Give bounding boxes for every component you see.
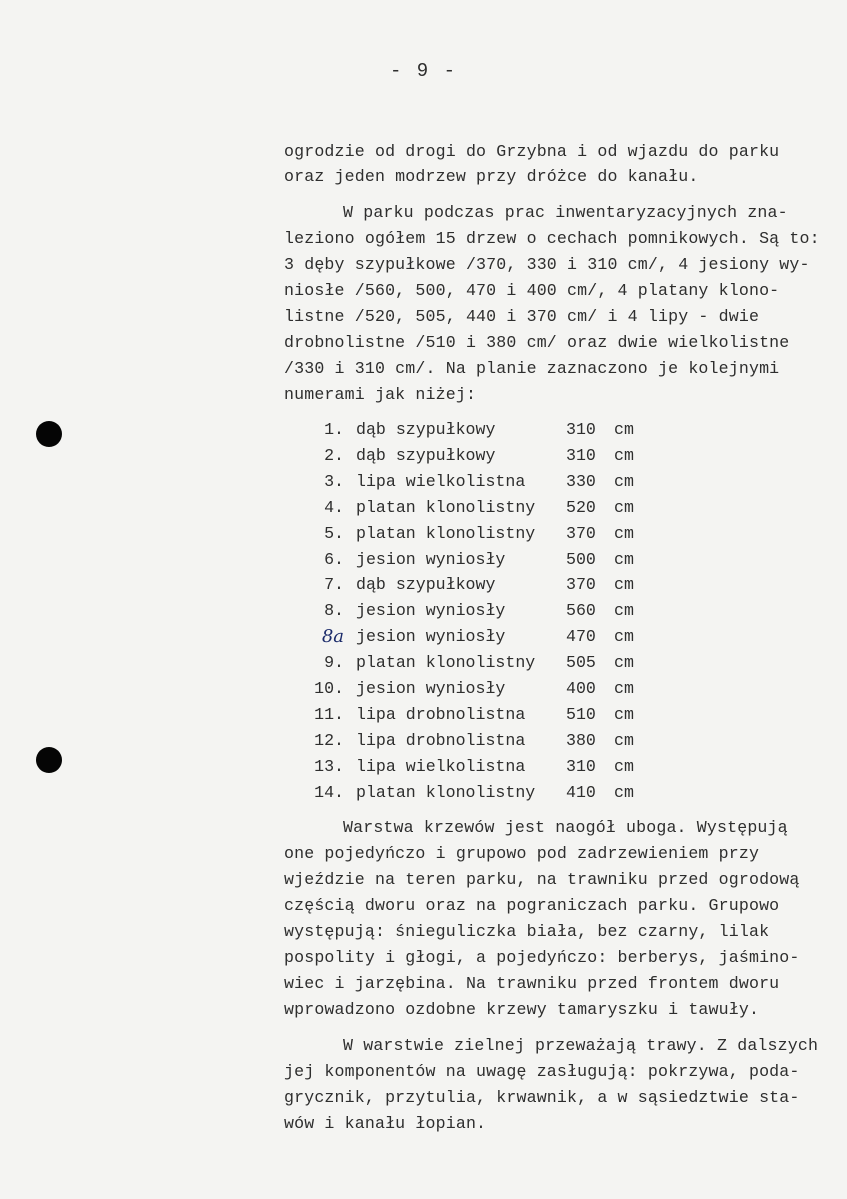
tree-unit: cm [614, 472, 634, 491]
tree-row [284, 731, 664, 751]
tree-unit: cm [614, 705, 634, 724]
tree-circumference: 500 [566, 550, 596, 569]
text-line: wiec i jarzębina. Na trawniku przed frontem dworu [284, 974, 780, 993]
tree-unit: cm [614, 420, 634, 439]
tree-circumference: 310 [566, 757, 596, 776]
tree-circumference: 410 [566, 783, 596, 802]
text-line: drobnolistne /510 i 380 cm/ oraz dwie wielkolistne [284, 333, 790, 352]
tree-row [284, 498, 664, 518]
tree-name: jesion wyniosły [356, 550, 506, 569]
text-line: leziono ogółem 15 drzew o cechach pomnikowych. Są to: [284, 229, 820, 248]
tree-circumference: 330 [566, 472, 596, 491]
text-line: niosłe /560, 500, 470 i 400 cm/, 4 platany klono- [284, 281, 780, 300]
tree-name: lipa wielkolistna [356, 757, 526, 776]
tree-circumference: 380 [566, 731, 596, 750]
tree-name: platan klonolistny [356, 524, 536, 543]
tree-number: 8a [321, 626, 344, 647]
tree-number: 5. [324, 524, 344, 543]
tree-unit: cm [614, 575, 634, 594]
tree-circumference: 310 [566, 446, 596, 465]
text-line: ogrodzie od drogi do Grzybna i od wjazdu do parku [284, 142, 780, 161]
tree-number: 3. [324, 472, 344, 491]
text-line: jej komponentów na uwagę zasługują: pokrzywa, poda- [284, 1062, 800, 1081]
tree-row [284, 705, 664, 725]
text-line: listne /520, 505, 440 i 370 cm/ i 4 lipy - dwie [284, 307, 760, 326]
text-line: W parku podczas prac inwentaryzacyjnych zna- [343, 203, 788, 222]
tree-circumference: 370 [566, 575, 596, 594]
tree-number: 8. [324, 601, 344, 620]
tree-number: 2. [324, 446, 344, 465]
text-line: W warstwie zielnej przeważają trawy. Z dalszych [343, 1036, 819, 1055]
tree-row [284, 446, 664, 466]
punch-hole-top [36, 421, 62, 447]
tree-row [284, 601, 664, 621]
text-line: /330 i 310 cm/. Na planie zaznaczono je kolejnymi [284, 359, 780, 378]
tree-number: 4. [324, 498, 344, 517]
text-line: Warstwa krzewów jest naogół uboga. Występują [343, 818, 788, 837]
tree-name: dąb szypułkowy [356, 446, 496, 465]
tree-number: 11. [314, 705, 344, 724]
tree-name: lipa drobnolistna [356, 705, 526, 724]
tree-circumference: 470 [566, 627, 596, 646]
text-line: 3 dęby szypułkowe /370, 330 i 310 cm/, 4 jesiony wy- [284, 255, 810, 274]
tree-name: platan klonolistny [356, 653, 536, 672]
tree-circumference: 400 [566, 679, 596, 698]
text-line: wów i kanału łopian. [284, 1114, 487, 1133]
tree-unit: cm [614, 731, 634, 750]
tree-name: platan klonolistny [356, 498, 536, 517]
tree-circumference: 510 [566, 705, 596, 724]
tree-row [284, 653, 664, 673]
tree-unit: cm [614, 550, 634, 569]
tree-number: 14. [314, 783, 344, 802]
tree-name: dąb szypułkowy [356, 420, 496, 439]
page-number: - 9 - [389, 60, 457, 82]
tree-unit: cm [614, 524, 634, 543]
text-line: częścią dworu oraz na pograniczach parku. Grupowo [284, 896, 780, 915]
tree-row [284, 550, 664, 570]
tree-number: 1. [324, 420, 344, 439]
tree-number: 10. [314, 679, 344, 698]
tree-unit: cm [614, 653, 634, 672]
tree-name: jesion wyniosły [356, 601, 506, 620]
tree-unit: cm [614, 627, 634, 646]
text-line: wjeździe na teren parku, na trawniku przed ogrodową [284, 870, 800, 889]
tree-number: 13. [314, 757, 344, 776]
tree-circumference: 505 [566, 653, 596, 672]
tree-name: dąb szypułkowy [356, 575, 496, 594]
tree-circumference: 310 [566, 420, 596, 439]
text-line: wprowadzono ozdobne krzewy tamaryszku i tawuły. [284, 1000, 760, 1019]
tree-row [284, 575, 664, 595]
tree-unit: cm [614, 446, 634, 465]
tree-name: jesion wyniosły [356, 627, 506, 646]
tree-unit: cm [614, 498, 634, 517]
text-line: one pojedyńczo i grupowo pod zadrzewieniem przy [284, 844, 760, 863]
text-line: występują: śnieguliczka biała, bez czarny, lilak [284, 922, 770, 941]
tree-circumference: 370 [566, 524, 596, 543]
text-line: oraz jeden modrzew przy dróżce do kanału. [284, 167, 699, 186]
tree-unit: cm [614, 783, 634, 802]
tree-name: platan klonolistny [356, 783, 536, 802]
tree-number: 6. [324, 550, 344, 569]
tree-unit: cm [614, 757, 634, 776]
text-line: grycznik, przytulia, krwawnik, a w sąsiedztwie sta- [284, 1088, 800, 1107]
tree-row [284, 783, 664, 803]
tree-unit: cm [614, 601, 634, 620]
tree-circumference: 560 [566, 601, 596, 620]
text-line: pospolity i głogi, a pojedyńczo: berberys, jaśmino- [284, 948, 800, 967]
tree-row [284, 679, 664, 699]
tree-number: 12. [314, 731, 344, 750]
tree-row [284, 420, 664, 440]
tree-name: lipa drobnolistna [356, 731, 526, 750]
tree-row [284, 472, 664, 492]
tree-number: 7. [324, 575, 344, 594]
tree-number: 9. [324, 653, 344, 672]
tree-circumference: 520 [566, 498, 596, 517]
punch-hole-bottom [36, 747, 62, 773]
tree-row [284, 524, 664, 544]
tree-row [284, 627, 664, 647]
tree-unit: cm [614, 679, 634, 698]
tree-row [284, 757, 664, 777]
text-line: numerami jak niżej: [284, 385, 477, 404]
tree-name: lipa wielkolistna [356, 472, 526, 491]
tree-name: jesion wyniosły [356, 679, 506, 698]
